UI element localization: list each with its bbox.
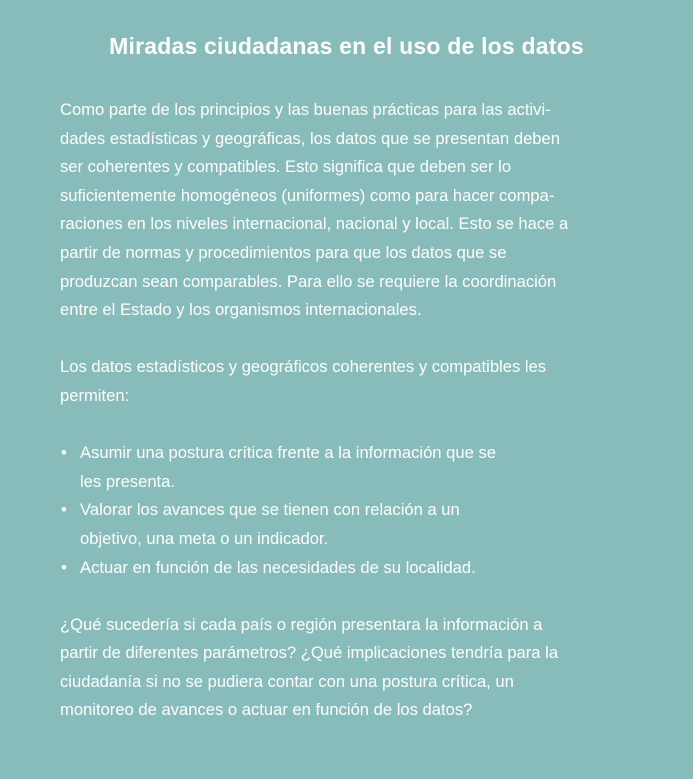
benefits-list — [60, 439, 660, 582]
text-line: les presenta. — [80, 471, 176, 491]
text-line: produzcan sean comparables. Para ello se requiere la coordinación — [60, 271, 557, 291]
bullet-icon: • — [61, 443, 67, 463]
text-line: Como parte de los principios y las buenas prácticas para las activi- — [60, 100, 551, 119]
text-line: partir de diferentes parámetros? ¿Qué implicaciones tendría para la — [60, 643, 559, 663]
intro-paragraph — [60, 96, 660, 325]
bullet-icon: • — [61, 500, 67, 520]
text-line: ser coherentes y compatibles. Esto significa que deben ser lo — [60, 157, 512, 177]
body-content — [60, 96, 660, 725]
text-line: permiten: — [60, 385, 130, 405]
text-line: Actuar en función de las necesidades de su localidad. — [80, 557, 476, 577]
text-line: monitoreo de avances o actuar en función de los datos? — [60, 700, 473, 720]
list-item — [60, 554, 660, 583]
text-line: Los datos estadísticos y geográficos coherentes y compatibles les — [60, 357, 547, 377]
page-title: Miradas ciudadanas en el uso de los datos — [109, 33, 584, 59]
closing-questions-paragraph — [60, 611, 660, 725]
text-line: suficientemente homogéneos (uniformes) como para hacer compa- — [60, 185, 555, 205]
list-item — [60, 439, 660, 496]
list-item — [60, 496, 660, 553]
text-line: dades estadísticas y geográficas, los datos que se presentan deben — [60, 128, 560, 148]
text-line: ciudadanía si no se pudiera contar con una postura crítica, un — [60, 671, 514, 691]
text-line: ¿Qué sucedería si cada país o región presentara la información a — [60, 614, 543, 634]
text-line: Asumir una postura crítica frente a la información que se — [80, 443, 496, 463]
text-line: entre el Estado y los organismos internacionales. — [60, 300, 422, 320]
text-line: raciones en los niveles internacional, nacional y local. Esto se hace a — [60, 214, 569, 234]
bullet-icon: • — [61, 557, 67, 577]
lead-in-paragraph — [60, 353, 660, 410]
text-line: objetivo, una meta o un indicador. — [80, 528, 329, 548]
text-line: partir de normas y procedimientos para que los datos que se — [60, 242, 507, 262]
text-line: Valorar los avances que se tienen con relación a un — [80, 500, 460, 520]
